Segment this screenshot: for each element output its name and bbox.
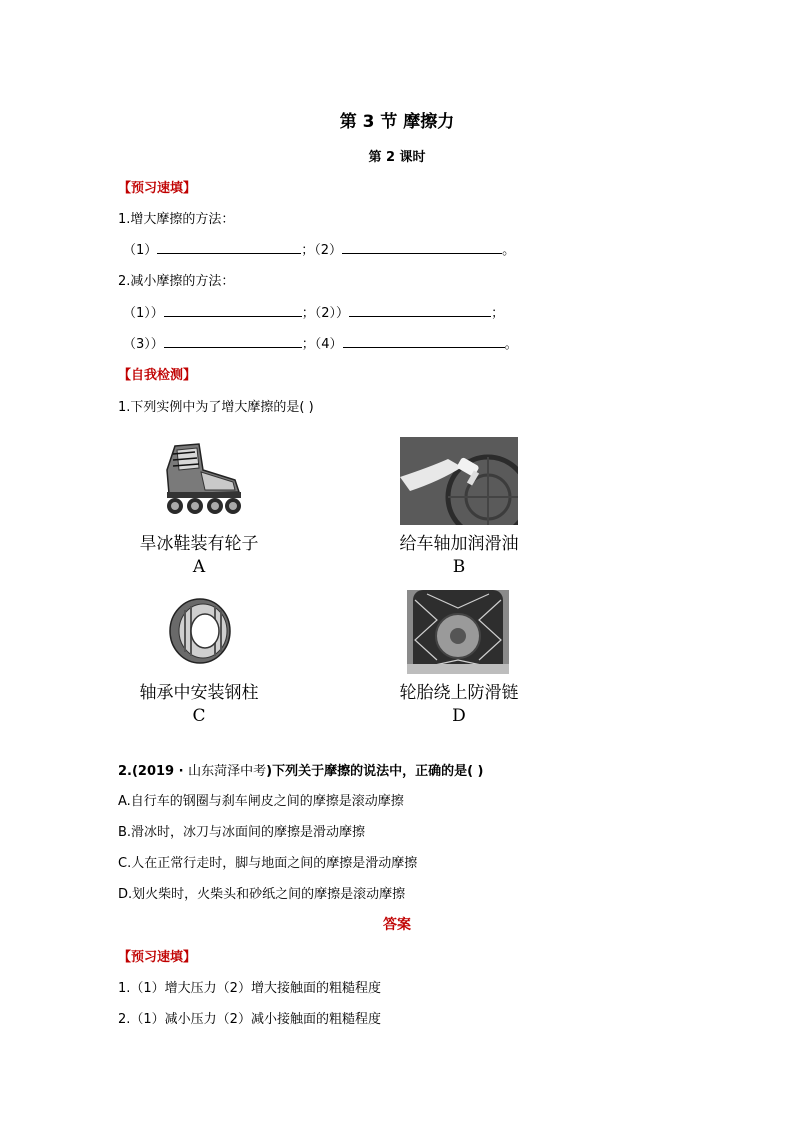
blank-input[interactable]: [164, 303, 302, 317]
preview-section-label: 【预习速填】: [118, 181, 197, 196]
blank-input[interactable]: [342, 240, 502, 254]
roller-skate-image: [155, 440, 243, 516]
option-letter: C: [192, 706, 206, 726]
option-caption: 轮胎绕上防滑链: [399, 683, 519, 703]
q2-source: 山东菏泽中考: [188, 764, 267, 779]
option-letter: B: [452, 557, 466, 577]
q2-sep-2: ；（4）: [301, 337, 343, 352]
q2-choice: A.自行车的钢圈与刹车闸皮之间的摩擦是滚动摩擦: [118, 794, 404, 809]
q2-choice: B.滑冰时，冰刀与冰面间的摩擦是滑动摩擦: [118, 825, 366, 840]
answers-section-label: 【预习速填】: [118, 950, 197, 965]
option-letter: D: [452, 706, 466, 726]
q1-prefix: （1）: [123, 243, 158, 258]
selfcheck-section-label: 【自我检测】: [118, 368, 197, 383]
q2-end-1: ；: [491, 306, 505, 321]
selfcheck-q2: [118, 760, 483, 779]
bearing-image: [165, 596, 235, 666]
option-caption: 旱冰鞋装有轮子: [139, 534, 259, 554]
q2-blanks-row-1: [123, 302, 504, 321]
option-caption: 给车轴加润滑油: [399, 534, 519, 554]
q1-label: 1.增大摩擦的方法：: [118, 212, 235, 227]
answer-1: 1.（1）增大压力（2）增大接触面的粗糙程度: [118, 981, 381, 996]
option-caption: 轴承中安装钢柱: [139, 683, 259, 703]
answers-title: 答案: [383, 917, 411, 933]
blank-input[interactable]: [157, 240, 301, 254]
tire-chain-image: [407, 590, 509, 674]
q1-sep: ；（2）: [301, 243, 343, 258]
blank-input[interactable]: [164, 334, 302, 348]
q2-sep-1: ；（2））: [301, 306, 350, 321]
q2-prefix-3: （3））: [123, 337, 164, 352]
q2-choice: D.划火柴时，火柴头和砂纸之间的摩擦是滚动摩擦: [118, 887, 406, 902]
q2-prefix-1: （1））: [123, 306, 164, 321]
q2-question: )下列关于摩擦的说法中，正确的是( ): [266, 764, 484, 779]
q1-blanks-row: [123, 239, 515, 258]
page-title: 第 3 节 摩擦力: [339, 112, 455, 132]
blank-input[interactable]: [343, 334, 505, 348]
option-letter: A: [192, 557, 206, 577]
q2-choice: C.人在正常行走时，脚与地面之间的摩擦是滑动摩擦: [118, 856, 418, 871]
q2-blanks-row-2: [123, 333, 518, 352]
q2-prefix: 2.(2019 ·: [118, 764, 189, 779]
q2-end-2: 。: [504, 337, 518, 352]
blank-input[interactable]: [349, 303, 491, 317]
bike-oiling-image: [400, 437, 518, 525]
selfcheck-q1: 1.下列实例中为了增大摩擦的是( ): [118, 400, 314, 415]
q2-label: 2.减小摩擦的方法：: [118, 274, 235, 289]
q1-end: 。: [502, 243, 516, 258]
answer-2: 2.（1）减小压力（2）减小接触面的粗糙程度: [118, 1012, 381, 1027]
page-subtitle: 第 2 课时: [368, 150, 426, 165]
